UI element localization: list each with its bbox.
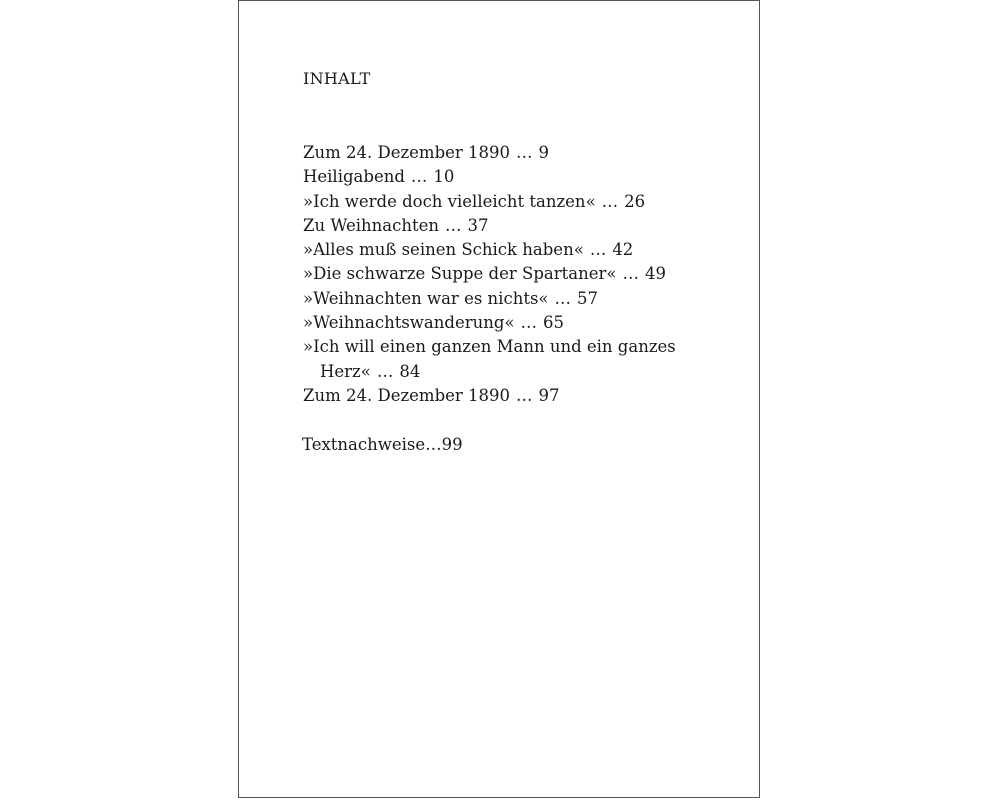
toc-entry-title: Zum 24. Dezember 1890 (303, 385, 511, 405)
toc-entry-page: 10 (433, 167, 455, 187)
toc-entry-page: 84 (399, 361, 421, 381)
page-heading: INHALT (303, 69, 371, 88)
toc-entry-page: 49 (644, 264, 666, 284)
toc-entry-title: Zum 24. Dezember 1890 (303, 143, 511, 162)
toc-entry-page: 99 (441, 435, 463, 454)
toc-entry-title: »Ich werde doch vielleicht tanzen« (303, 191, 596, 211)
toc-separator: … (516, 385, 533, 405)
toc-entry-page: 65 (543, 313, 565, 333)
toc-separator: … (410, 167, 428, 187)
book-page (238, 0, 760, 798)
toc-entry-page: 57 (577, 288, 599, 308)
toc-entry (303, 311, 743, 335)
toc-separator: … (589, 240, 607, 260)
toc-entry-title: »Weihnachten war es nichts« (303, 288, 549, 308)
toc-entry-page: 97 (538, 385, 560, 405)
toc-entry (303, 335, 680, 384)
toc-separator: … (601, 191, 619, 211)
toc-entry-page: 26 (624, 191, 646, 211)
toc-entry-title: »Alles muß seinen Schick haben« (303, 240, 584, 260)
table-of-contents (303, 141, 743, 408)
toc-entry-title: Heiligabend (303, 167, 405, 187)
toc-entry-page: 42 (612, 240, 634, 260)
toc-entry (303, 262, 743, 286)
toc-entry-title: »Die schwarze Suppe der Spartaner« (303, 264, 617, 284)
toc-separator: … (425, 435, 442, 454)
toc-entry-title: »Ich will einen ganzen Mann und ein ganzes Herz« (303, 337, 676, 381)
toc-entry (303, 238, 743, 262)
toc-separator: … (520, 313, 538, 333)
toc-entry-title: »Weihnachtswanderung« (303, 313, 515, 333)
toc-entry-title: Zu Weihnachten (303, 215, 439, 235)
toc-entry (303, 165, 743, 189)
toc-entry-title: Textnachweise (302, 435, 426, 454)
toc-entry (303, 214, 743, 238)
toc-separator: … (376, 361, 394, 381)
toc-separator: … (554, 288, 572, 308)
appendix-list (302, 433, 463, 457)
toc-entry-page: 9 (538, 143, 550, 162)
toc-separator: … (622, 264, 639, 284)
toc-entry (303, 287, 743, 311)
toc-entry (303, 190, 743, 214)
toc-separator: … (444, 215, 462, 235)
toc-entry-appendix (302, 433, 463, 457)
toc-entry-page: 37 (467, 215, 489, 235)
toc-entry (303, 384, 743, 408)
toc-entry (303, 141, 743, 165)
toc-separator: … (516, 143, 533, 162)
